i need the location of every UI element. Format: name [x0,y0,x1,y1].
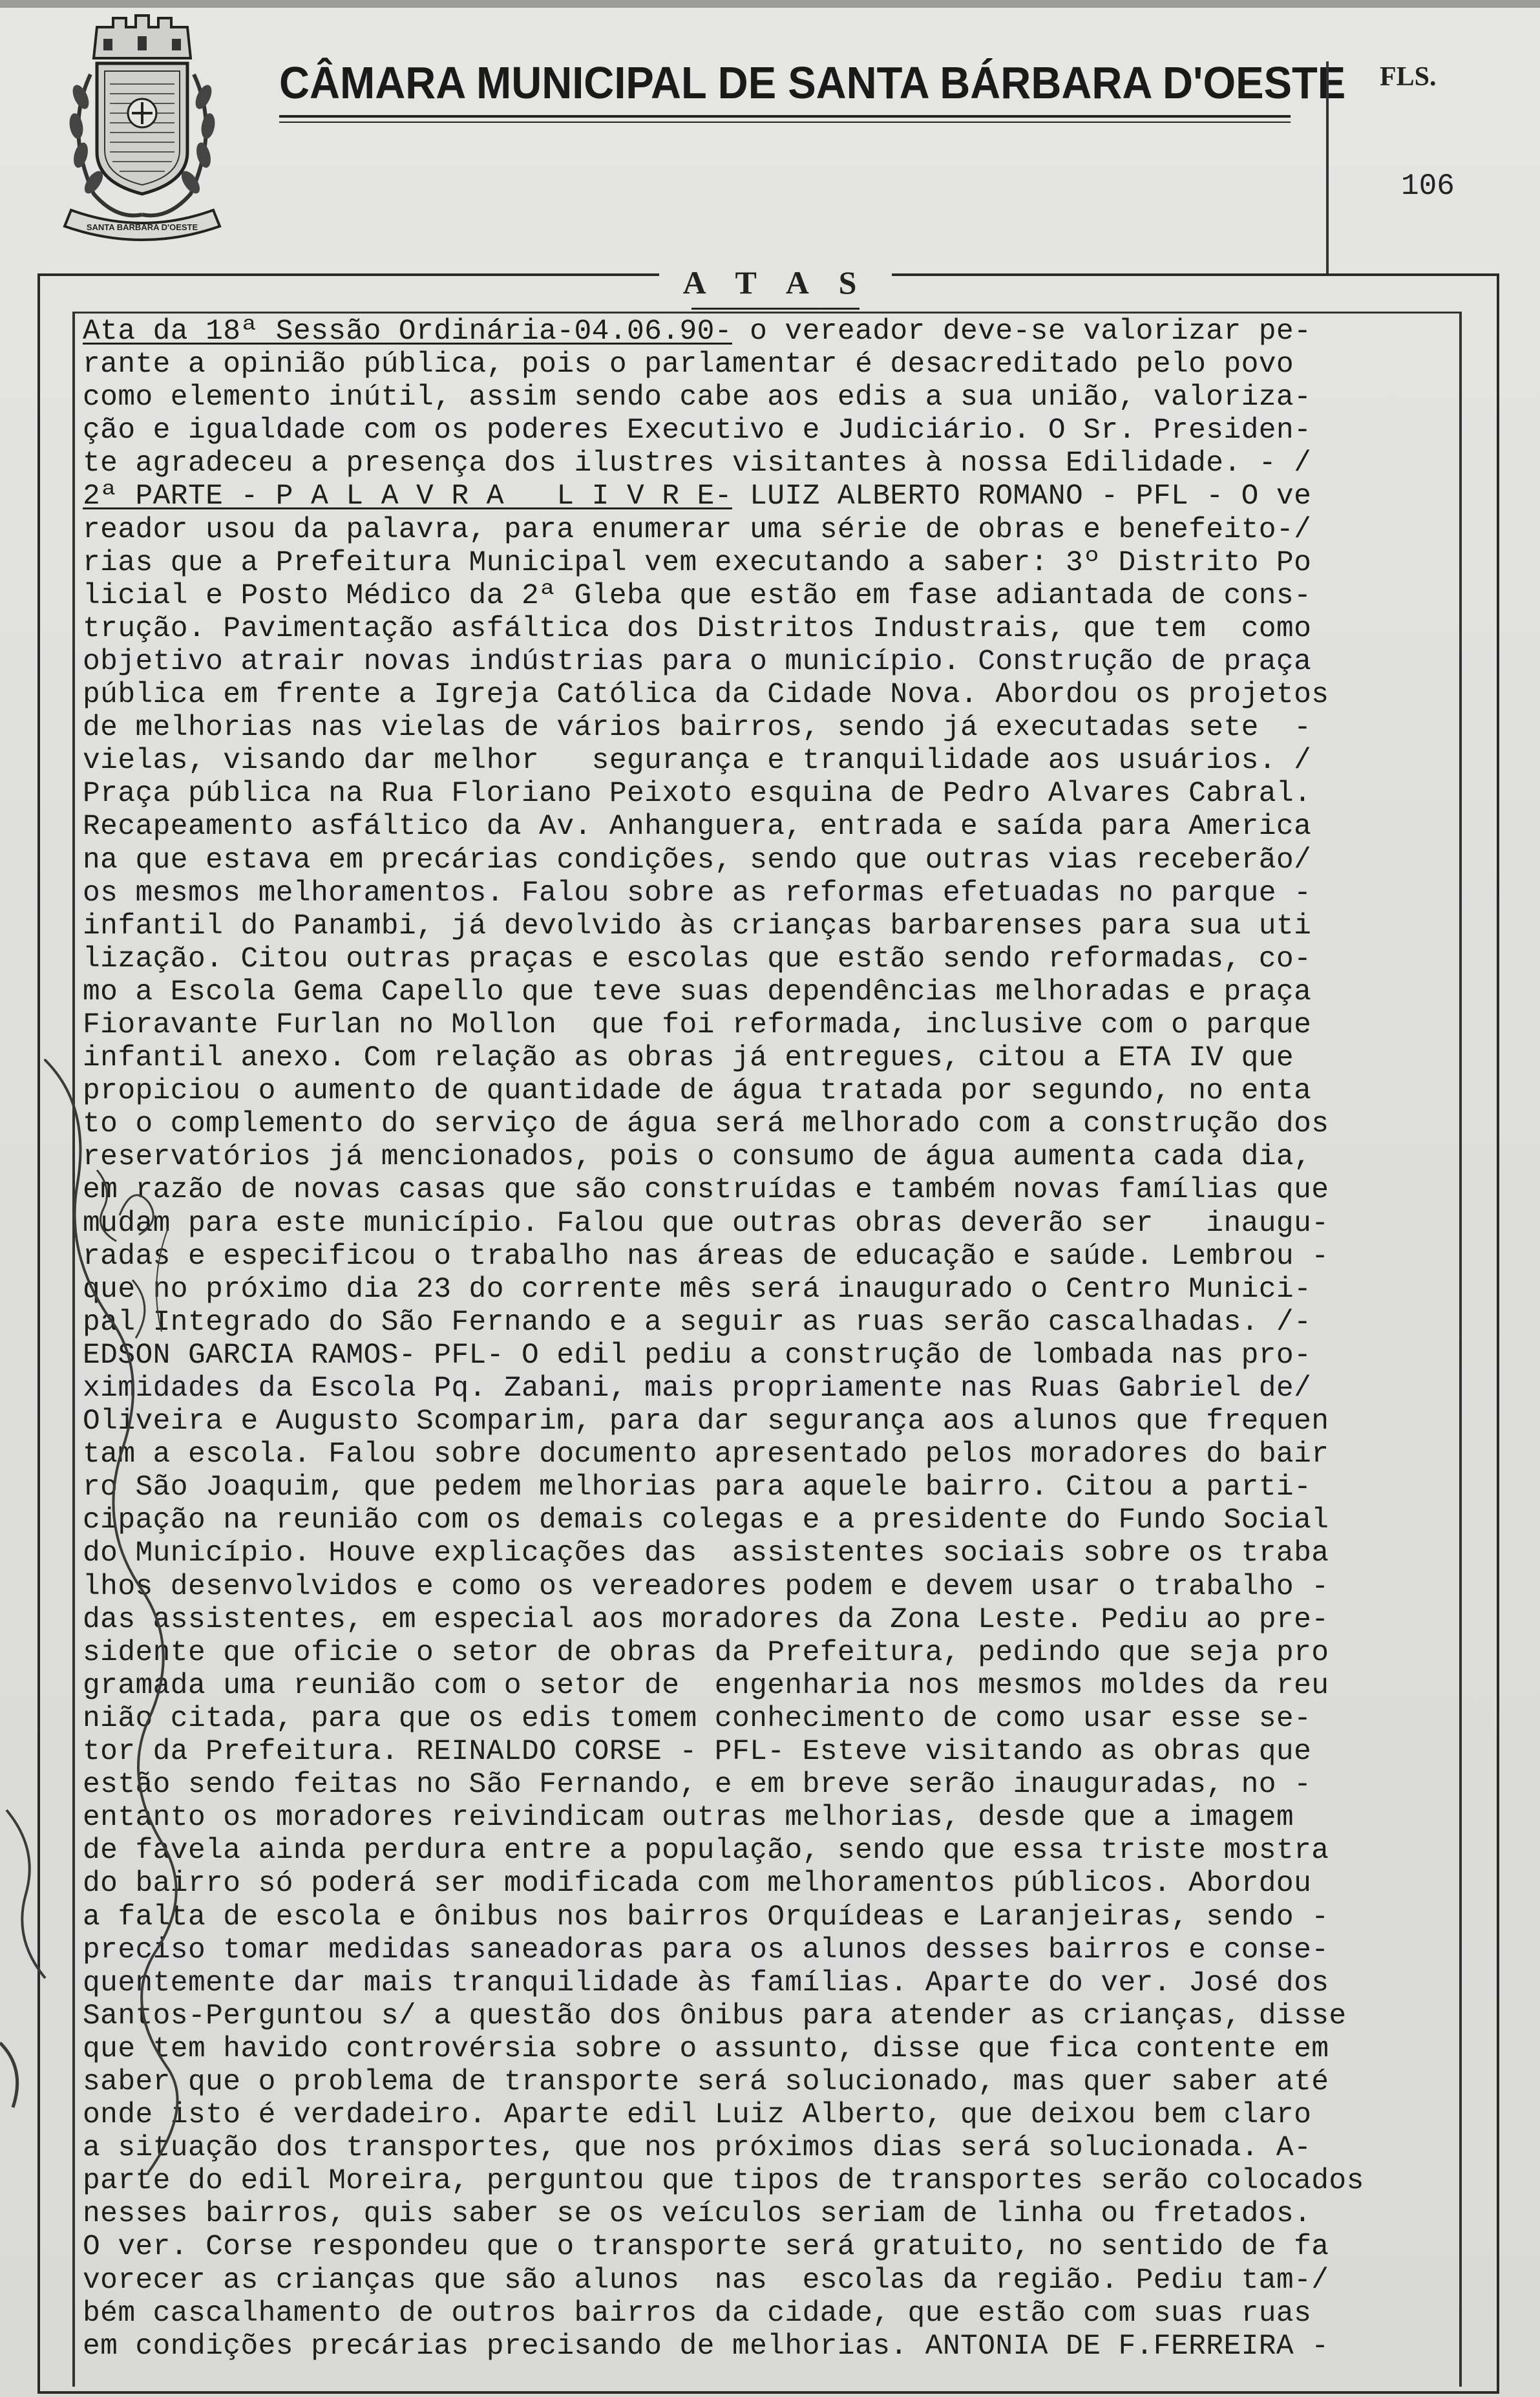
text-line: bém cascalhamento de outros bairros da cidade, que estão com suas ruas [83,2297,1312,2330]
text-line: mudam para este município. Falou que outras obras deverão ser inaugu- [83,1207,1329,1240]
text-line: quentemente dar mais tranquilidade às famílias. Aparte do ver. José dos [83,1966,1329,1999]
text-line: lização. Citou outras praças e escolas que estão sendo reformadas, co- [83,943,1312,975]
handwritten-signature-icon [0,1034,213,2198]
text-line: reservatórios já mencionados, pois o consumo de água aumenta cada dia, [83,1141,1312,1174]
text-line: das assistentes, em especial aos moradores da Zona Leste. Pediu ao pre- [83,1603,1329,1636]
text-line: trução. Pavimentação asfáltica dos Distritos Industrais, que tem como [83,612,1312,645]
text-line: pública em frente a Igreja Católica da Cidade Nova. Abordou os projetos [83,679,1329,712]
text-line: sidente que oficie o setor de obras da Prefeitura, pedindo que seja pro [83,1636,1329,1669]
municipal-crest-icon [45,13,239,246]
text-line: estão sendo feitas no São Fernando, e em breve serão inauguradas, no - [83,1769,1312,1802]
text-line: to o complemento do serviço de água será melhorado com a construção dos [83,1108,1329,1141]
text-line: EDSON GARCIA RAMOS- PFL- O edil pediu a construção de lombada nas pro- [83,1339,1312,1372]
text-line: O ver. Corse respondeu que o transporte será gratuito, no sentido de fa [83,2231,1329,2264]
text-line: gramada uma reunião com o setor de engenharia nos mesmos moldes da reu [83,1669,1329,1702]
text-line: onde isto é verdadeiro. Aparte edil Luiz Alberto, que deixou bem claro [83,2099,1312,2132]
folio-divider [1326,61,1329,275]
text-line: tor da Prefeitura. REINALDO CORSE - PFL- Esteve visitando as obras que [83,1736,1312,1769]
folio-label: FLS. [1380,62,1437,92]
minutes-body [83,315,1466,2363]
title-rule [279,115,1291,118]
text-line: radas e especificou o trabalho nas áreas de educação e saúde. Lembrou - [83,1240,1329,1273]
text-line: te agradeceu a presença dos ilustres visitantes à nossa Edilidade. - / [83,447,1312,480]
text-line: parte do edil Moreira, perguntou que tipos de transportes serão colocados [83,2165,1364,2198]
text-line: licial e Posto Médico da 2ª Gleba que estão em fase adiantada de cons- [83,579,1312,612]
text-line: do Município. Houve explicações das assistentes sociais sobre os traba [83,1537,1329,1570]
text-line: Recapeamento asfáltico da Av. Anhanguera, entrada e saída para America [83,811,1312,844]
text-line: nião citada, para que os edis tomem conhecimento de como usar esse se- [83,1702,1312,1735]
text-line: vorecer as crianças que são alunos nas escolas da região. Pediu tam-/ [83,2264,1329,2297]
text-line: como elemento inútil, assim sendo cabe aos edis a sua união, valoriza- [83,381,1312,414]
text-line: Santos-Perguntou s/ a questão dos ônibus para atender as crianças, disse [83,1999,1347,2032]
text-line: pal Integrado do São Fernando e a seguir as ruas serão cascalhadas. /- [83,1306,1312,1339]
text-line: ro São Joaquim, que pedem melhorias para aquele bairro. Citou a parti- [83,1471,1312,1504]
section-title: A T A S [659,264,892,301]
text-line: Ata da 18ª Sessão Ordinária-04.06.90- o vereador deve-se valorizar pe- [83,315,1312,348]
text-line: a situação dos transportes, que nos próximos dias será solucionada. A- [83,2132,1312,2165]
text-line: infantil anexo. Com relação as obras já entregues, citou a ETA IV que [83,1042,1294,1075]
underlined-heading: 2ª PARTE - P A L A V R A L I V R E- [83,480,732,513]
title-rule-thin [279,122,1291,123]
text-line: nesses bairros, quis saber se os veículos seriam de linha ou fretados. [83,2198,1312,2231]
text-line: 2ª PARTE - P A L A V R A L I V R E- LUIZ ALBERTO ROMANO - PFL - O ve [83,480,1312,513]
text-line: de melhorias nas vielas de vários bairros, sendo já executadas sete - [83,712,1312,745]
text-line: a falta de escola e ônibus nos bairros Orquídeas e Laranjeiras, sendo - [83,1901,1329,1934]
text-line: saber que o problema de transporte será solucionado, mas quer saber até [83,2065,1329,2098]
svg-text:SANTA BARBARA D'OESTE: SANTA BARBARA D'OESTE [86,222,198,232]
text-line: os mesmos melhoramentos. Falou sobre as reformas efetuadas no parque - [83,877,1312,910]
text-line: ximidades da Escola Pq. Zabani, mais propriamente nas Ruas Gabriel de/ [83,1372,1312,1405]
text-line: que tem havido controvérsia sobre o assunto, disse que fica contente em [83,2032,1329,2065]
section-title-underline [691,308,860,310]
text-line: infantil do Panambi, já devolvido às crianças barbarenses para sua uti [83,910,1312,943]
underlined-heading: Ata da 18ª Sessão Ordinária-04.06.90- [83,315,732,348]
text-line: cipação na reunião com os demais colegas e a presidente do Fundo Social [83,1504,1329,1537]
scan-edge [0,0,1540,8]
text-line: Oliveira e Augusto Scomparim, para dar segurança aos alunos que frequen [83,1405,1329,1438]
text-line: Fioravante Furlan no Mollon que foi reformada, inclusive com o parque [83,1008,1312,1041]
text-line: rias que a Prefeitura Municipal vem executando a saber: 3º Distrito Po [83,546,1312,579]
text-line: vielas, visando dar melhor segurança e tranquilidade aos usuários. / [83,745,1312,778]
text-line: mo a Escola Gema Capello que teve suas dependências melhoradas e praça [83,975,1312,1008]
text-line: tam a escola. Falou sobre documento apresentado pelos moradores do bair [83,1438,1329,1471]
text-line: na que estava em precárias condições, sendo que outras vias receberão/ [83,844,1312,877]
text-line: que no próximo dia 23 do corrente mês será inaugurado o Centro Munici- [83,1273,1312,1306]
text-line: de favela ainda perdura entre a população, sendo que essa triste mostra [83,1835,1329,1868]
text-line: do bairro só poderá ser modificada com melhoramentos públicos. Abordou [83,1868,1312,1901]
text-line: em condições precárias precisando de melhorias. ANTONIA DE F.FERREIRA - [83,2330,1329,2363]
folio-number: 106 [1401,169,1455,203]
text-line: preciso tomar medidas saneadoras para os alunos desses bairros e conse- [83,1934,1329,1966]
text-line: em razão de novas casas que são construídas e também novas famílias que [83,1174,1329,1207]
text-line: objetivo atrair novas indústrias para o município. Construção de praça [83,645,1312,678]
text-line: propiciou o aumento de quantidade de água tratada por segundo, no enta [83,1075,1312,1108]
text-line: entanto os moradores reivindicam outras melhorias, desde que a imagem [83,1802,1294,1835]
text-line: Praça pública na Rua Floriano Peixoto esquina de Pedro Alvares Cabral. [83,778,1312,811]
text-line: lhos desenvolvidos e como os vereadores podem e devem usar o trabalho - [83,1570,1329,1603]
text-line: reador usou da palavra, para enumerar uma série de obras e benefeito-/ [83,513,1312,546]
text-line: rante a opinião pública, pois o parlamentar é desacreditado pelo povo [83,348,1294,381]
text-line: ção e igualdade com os poderes Executivo e Judiciário. O Sr. Presiden- [83,414,1312,447]
chamber-title: CÂMARA MUNICIPAL DE SANTA BÁRBARA D'OESTE [279,58,1346,108]
